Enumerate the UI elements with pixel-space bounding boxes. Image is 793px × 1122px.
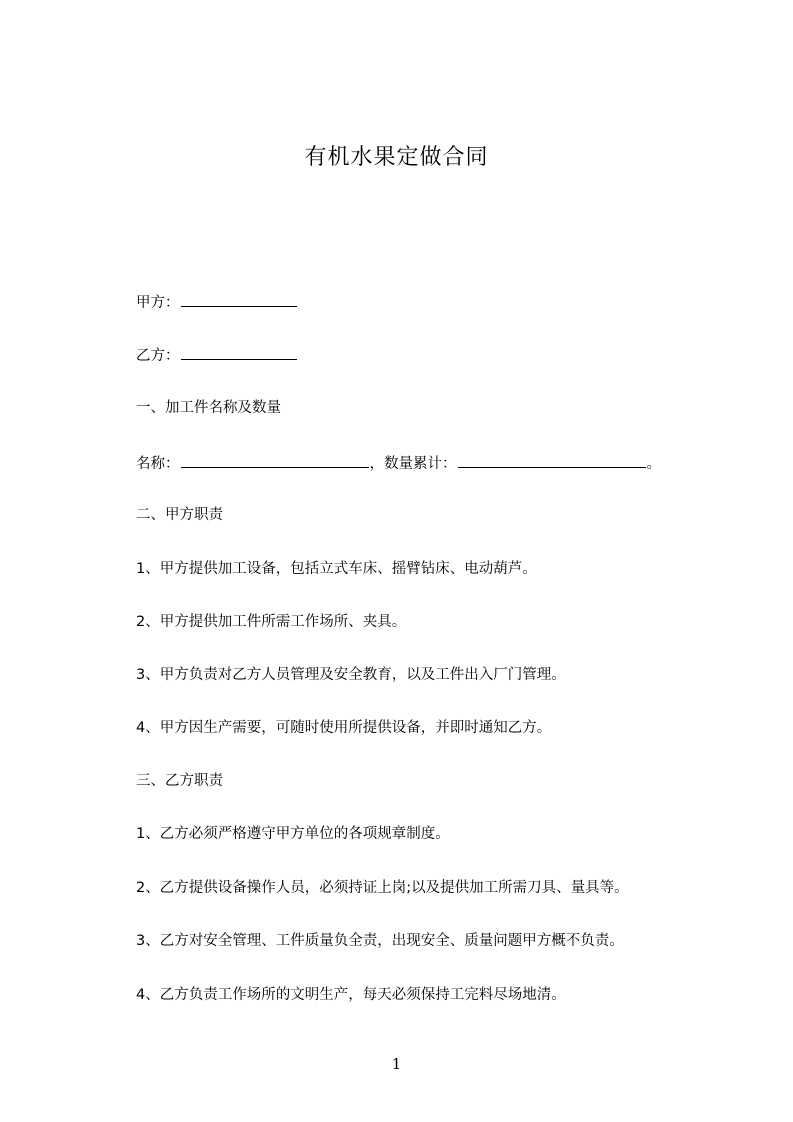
party-b-blank[interactable] [181, 344, 297, 360]
section2-heading: 二、甲方职责 [136, 507, 223, 523]
section2-item: 1、甲方提供加工设备，包括立式车床、摇臂钻床、电动葫芦。 [136, 561, 537, 577]
name-quantity-line [136, 452, 661, 474]
quantity-end: 。 [646, 456, 661, 472]
section2-item: 2、甲方提供加工件所需工作场所、夹具。 [136, 614, 407, 630]
party-b-label: 乙方： [136, 348, 180, 364]
document-title: 有机水果定做合同 [304, 145, 489, 170]
page-number: 1 [391, 1055, 402, 1073]
section2-item: 3、甲方负责对乙方人员管理及安全教育，以及工件出入厂门管理。 [136, 667, 566, 683]
party-a-label: 甲方： [136, 295, 180, 311]
quantity-label: ，数量累计： [369, 456, 457, 472]
section3-item: 3、乙方对安全管理、工件质量负全责，出现安全、质量问题甲方概不负责。 [136, 933, 624, 949]
party-b-line [136, 344, 298, 366]
party-a-line [136, 291, 298, 313]
section1-heading: 一、加工件名称及数量 [136, 400, 281, 416]
party-a-blank[interactable] [181, 291, 297, 307]
section3-item: 1、乙方必须严格遵守甲方单位的各项规章制度。 [136, 826, 450, 842]
section2-item: 4、甲方因生产需要，可随时使用所提供设备，并即时通知乙方。 [136, 720, 552, 736]
section3-item: 4、乙方负责工作场所的文明生产，每天必须保持工完料尽场地清。 [136, 987, 566, 1003]
section3-item: 2、乙方提供设备操作人员，必须持证上岗;以及提供加工所需刀具、量具等。 [136, 880, 629, 896]
quantity-blank[interactable] [458, 452, 646, 468]
section3-heading: 三、乙方职责 [136, 773, 223, 789]
name-label: 名称： [136, 456, 180, 472]
name-blank[interactable] [181, 452, 369, 468]
